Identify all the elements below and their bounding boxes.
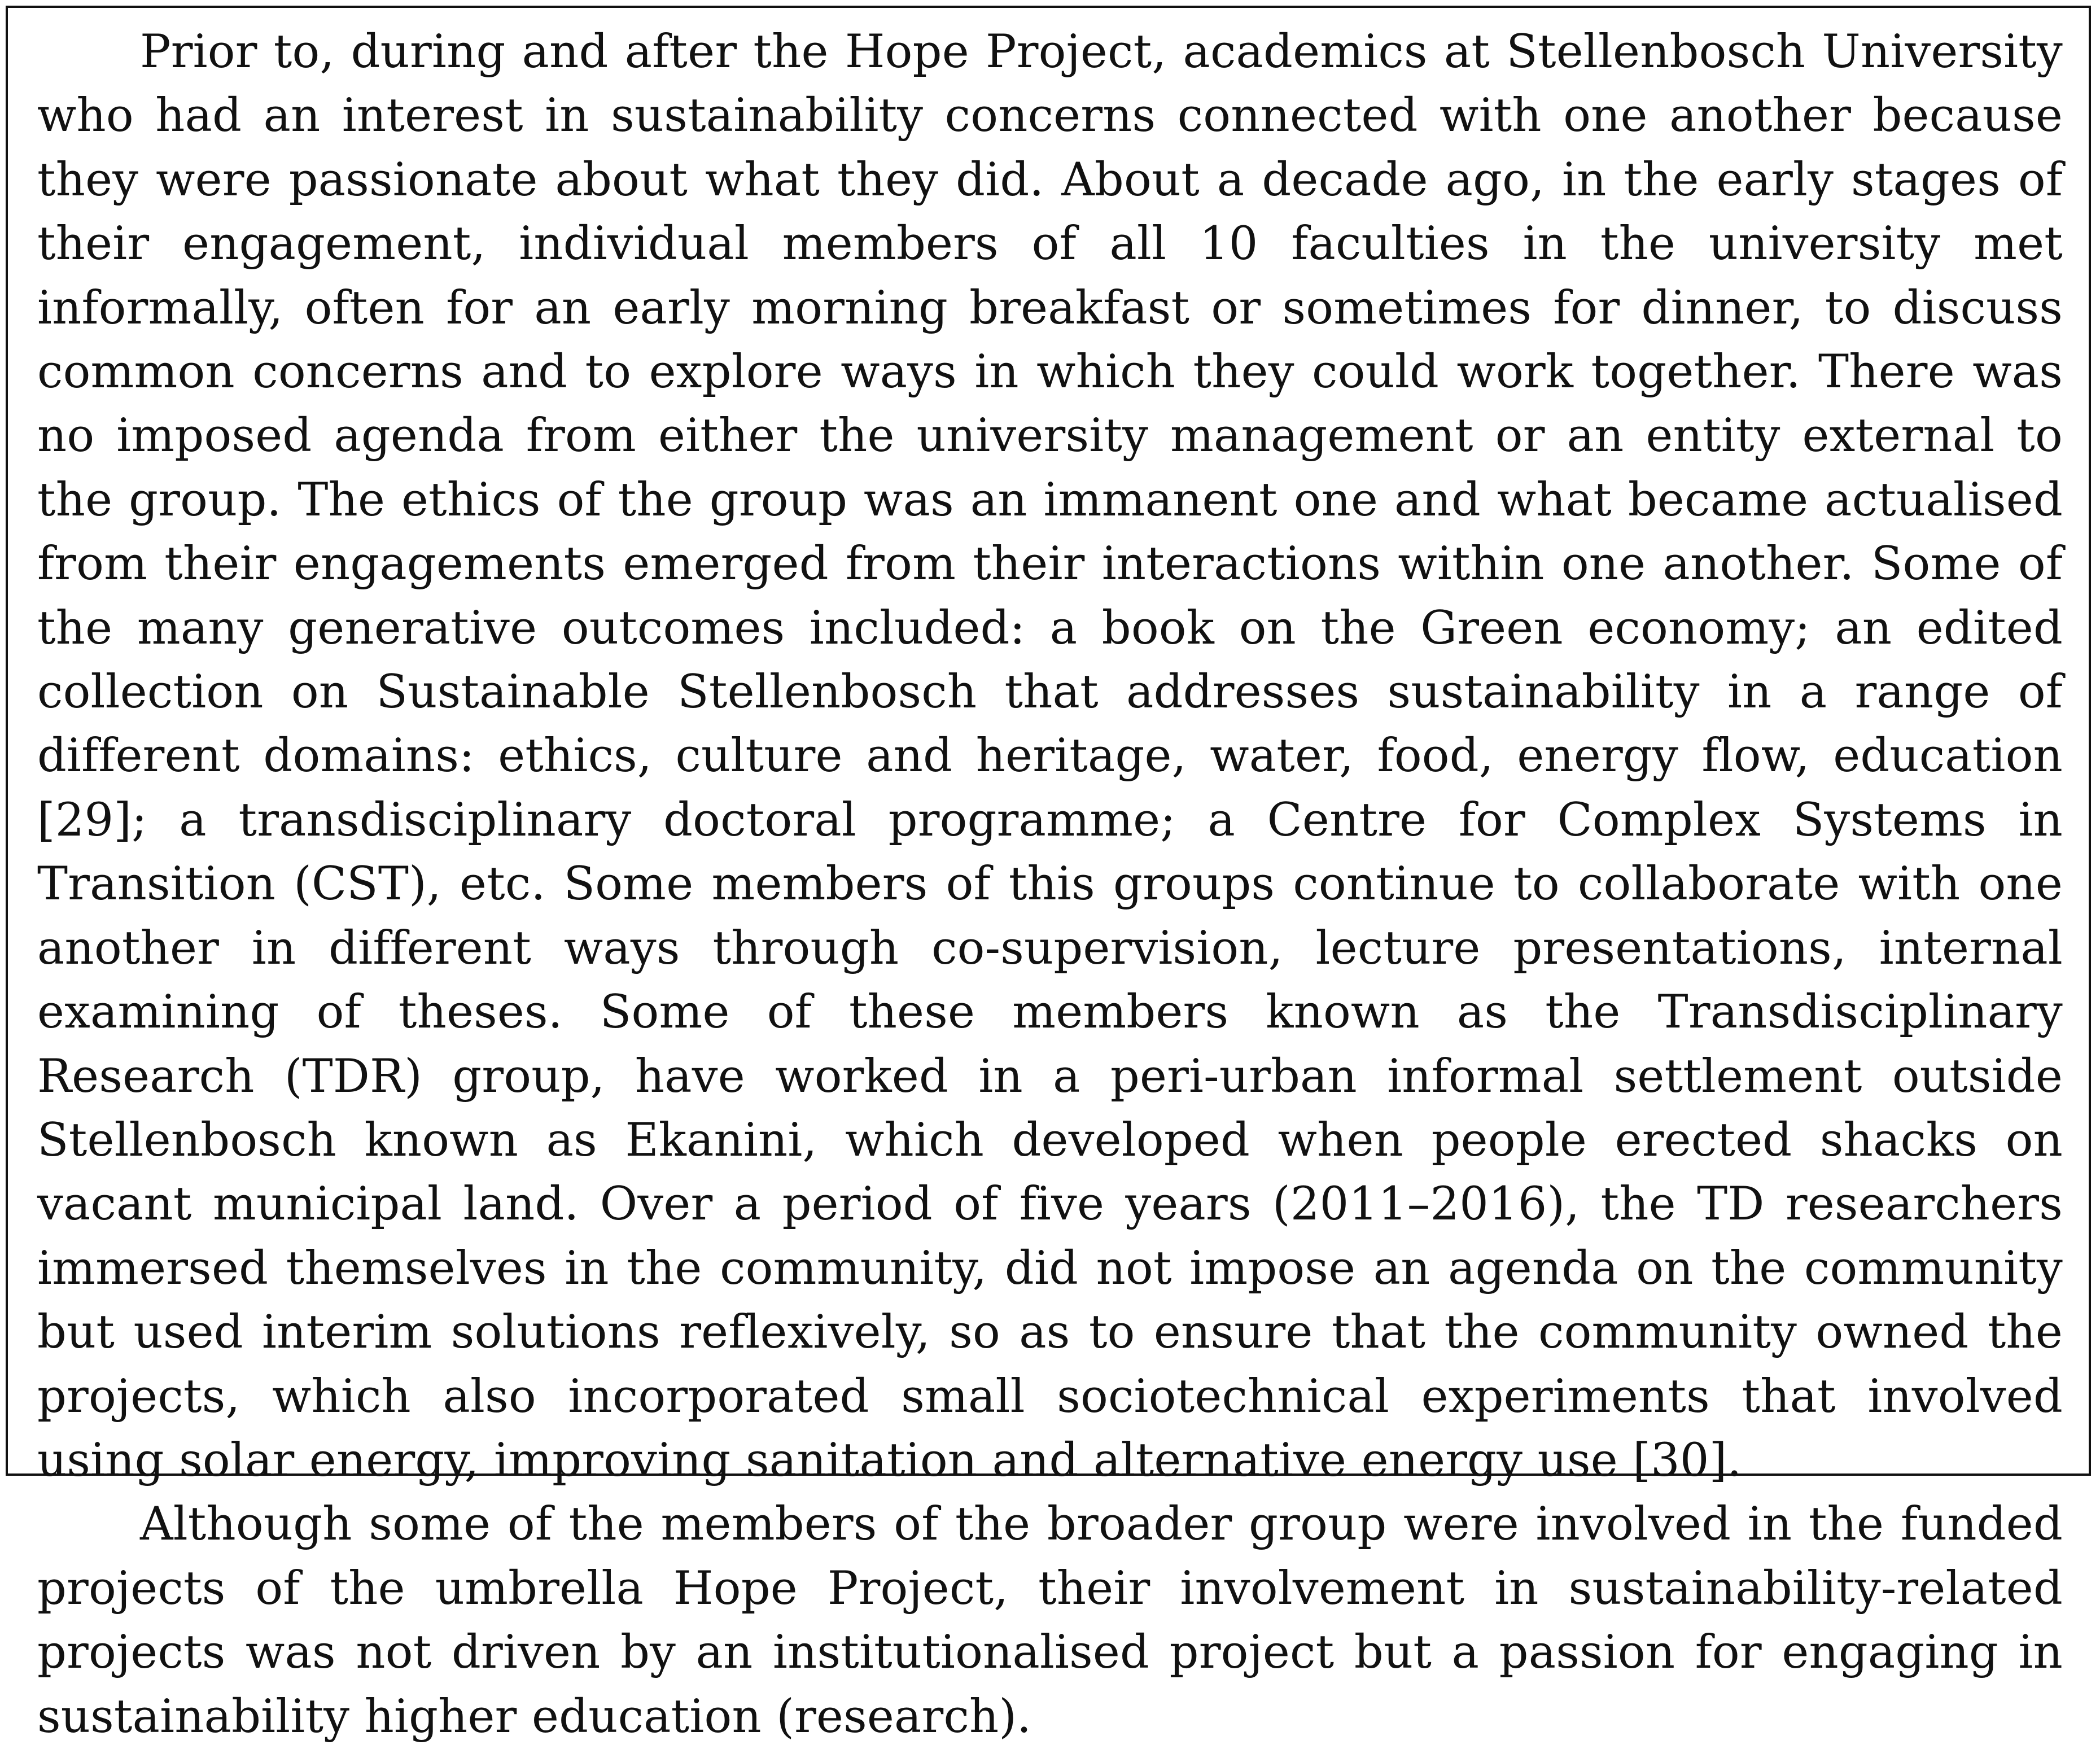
paragraph-1: Prior to, during and after the Hope Project, academics at Stellenbosch University who had an interest in sustainability concerns connected with one another because they were passionate about what they did. About a decade ago, in the early stages of their engagement, individual members of all 10 faculties in the university met informally, often for an early morning breakfast or sometimes for dinner, to discuss common concerns and to explore ways in which they could work together. There was no imposed agenda from either the university management or an entity external to the group. The ethics of the group was an immanent one and what became actualised from their engagements emerged from their interactions within one another. Some of the many generative outcomes included: a book on the Green economy; an edited collection on Sustainable Stellenbosch that addresses sustainability in a range of different domains: ethics, culture and heritage, water, food, energy flow, education [29]; a transdisciplinary doctoral programme; a Centre for Complex Systems in Transition (CST), etc. Some members of this groups continue to collaborate with one another in different ways through co-supervision, lecture presentations, internal examining of theses. Some of these members known as the Transdisciplinary Research (TDR) group, have worked in a peri-urban informal settlement outside Stellenbosch known as Ekanini, which developed when people erected shacks on vacant municipal land. Over a period of five years (2011–2016), the TD researchers immersed themselves in the community, did not impose an agenda on the community but used interim solutions reflexively, so as to ensure that the community owned the projects, which also incorporated small sociotechnical experiments that involved using solar energy, improving sanitation and alternative energy use [30]. [37, 25, 2063, 1487]
text-box [6, 6, 2091, 1743]
paragraph-2: Although some of the members of the broader group were involved in the funded projects of the umbrella Hope Project, their involvement in sustainability-related projects was not driven by an institutionalised project but a passion for engaging in sustainability higher education (research). [37, 1498, 2063, 1743]
